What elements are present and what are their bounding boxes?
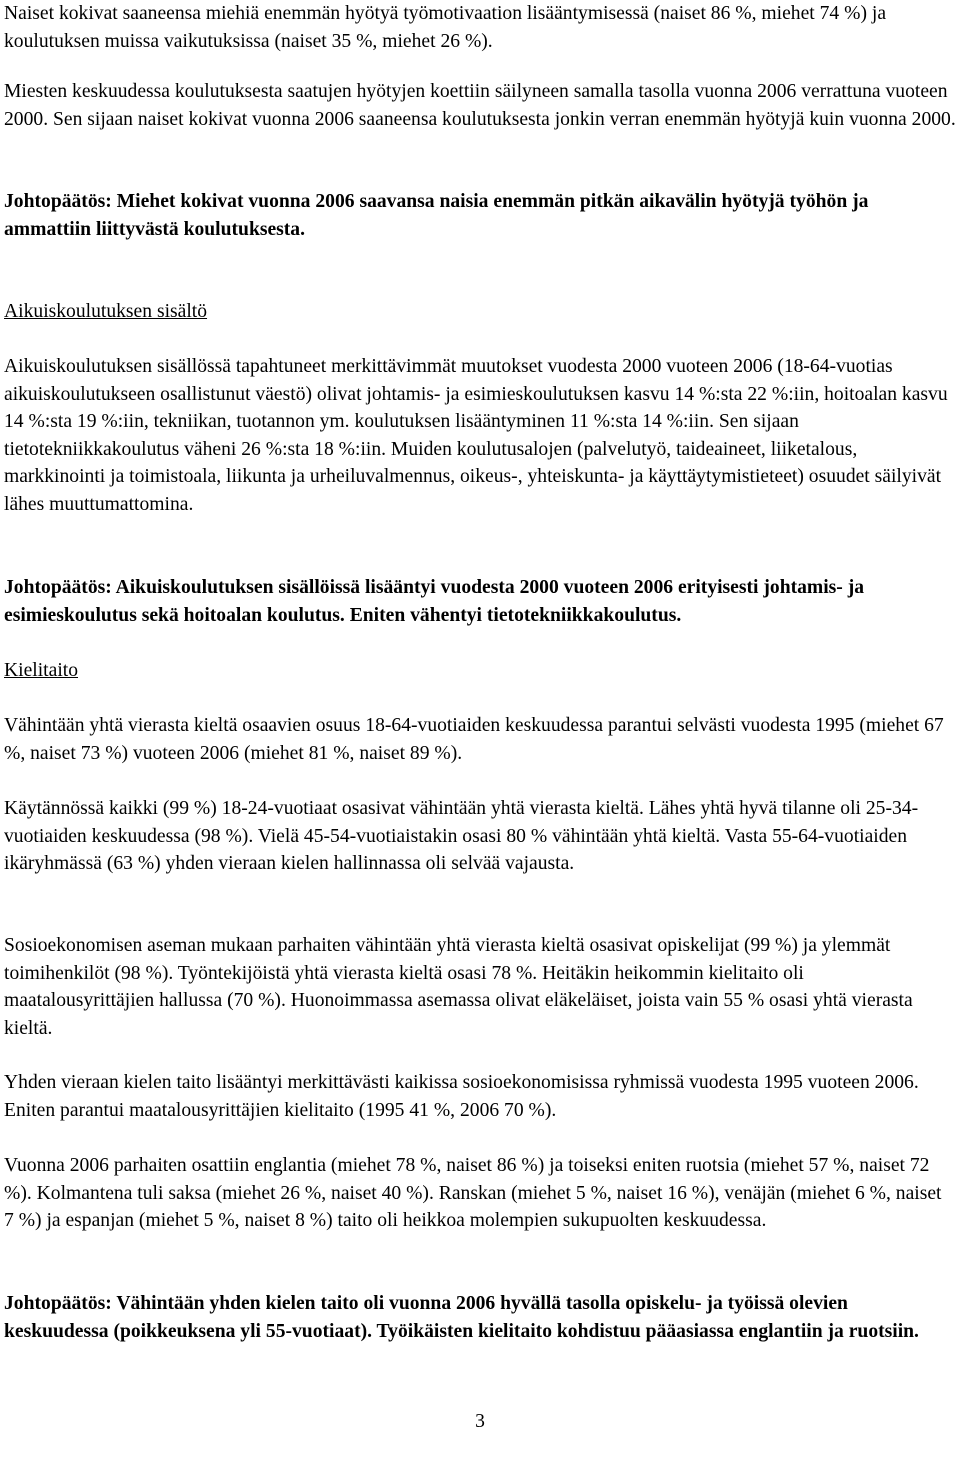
paragraph-language-share: Vähintään yhtä vierasta kieltä osaavien osuus 18-64-vuotiaiden keskuudessa parantui selvästi vuodesta 1995 (miehet 67 %, naiset 73 %) vuoteen 2006 (miehet 81 %, naiset 89 %). [4, 715, 944, 764]
page-number: 3 [475, 1411, 485, 1432]
conclusion-training-content: Johtopäätös: Aikuiskoulutuksen sisällöissä lisääntyi vuodesta 2000 vuoteen 2006 erityisesti johtamis- ja esimieskoulutus sekä hoitoalan koulutus. Eniten vähentyi tietotekniikkakoulutus. [4, 577, 865, 626]
paragraph-language-socioeconomic: Sosioekonomisen aseman mukaan parhaiten vähintään yhtä vierasta kieltä osasivat opiskelijat (99 %) ja ylemmät toimihenkilöt (98 %). Työntekijöistä yhtä vierasta kieltä osasi 78 %. Heitäkin heikommin kielitaito oli maatalousyrittäjien hallussa (70 %). Huonoimmassa asemassa olivat eläkeläiset, joista vain 55 % osasi yhtä vierasta kieltä. [4, 935, 913, 1039]
paragraph-benefits-years: Miesten keskuudessa koulutuksesta saatujen hyötyjen koettiin säilyneen samalla tasolla vuonna 2006 verrattuna vuoteen 2000. Sen sijaan naiset kokivat vuonna 2006 saaneensa koulutuksesta jonkin verran enemmän hyötyjä kuin vuonna 2000. [4, 81, 956, 130]
paragraph-training-content: Aikuiskoulutuksen sisällössä tapahtuneet merkittävimmät muutokset vuodesta 2000 vuoteen 2006 (18-64-vuotias aikuiskoulutukseen osallistunut väestö) olivat johtamis- ja esimieskoulutuksen kasvu 14 %:sta 22 %:iin, hoitoalan kasvu 14 %:sta 19 %:iin, tekniikan, tuotannon ym. koulutuksen lisääntyminen 11 %:sta 14 %:iin. Sen sijaan tietotekniikkakoulutus väheni 26 %:sta 18 %:iin. Muiden koulutusalojen (palvelutyö, taideaineet, liiketalous, markkinointi ja toimistoala, liikunta ja urheiluvalmennus, oikeus-, yhteiskunta- ja käyttäytymistieteet) osuudet säilyivät lähes muuttumattomina. [4, 356, 948, 515]
conclusion-benefits: Johtopäätös: Miehet kokivat vuonna 2006 saavansa naisia enemmän pitkän aikavälin hyötyjä työhön ja ammattiin liittyvästä koulutuksesta. [4, 191, 869, 240]
paragraph-language-age: Käytännössä kaikki (99 %) 18-24-vuotiaat osasivat vähintään yhtä vierasta kieltä. Lähes yhtä hyvä tilanne oli 25-34-vuotiaiden keskuudessa (98 %). Vielä 45-54-vuotiaistakin osasi 80 % vähintään yhtä kieltä. Vasta 55-64-vuotiaiden ikäryhmässä (63 %) yhden vieraan kielen hallinnassa oli selvää vajausta. [4, 798, 919, 874]
paragraph-language-growth: Yhden vieraan kielen taito lisääntyi merkittävästi kaikissa sosioekonomisissa ryhmissä vuodesta 1995 vuoteen 2006. Eniten parantui maatalousyrittäjien kielitaito (1995 41 %, 2006 70 %). [4, 1072, 919, 1121]
section-heading-language: Kielitaito [4, 660, 79, 681]
section-heading-content: Aikuiskoulutuksen sisältö [4, 301, 208, 322]
conclusion-language: Johtopäätös: Vähintään yhden kielen taito oli vuonna 2006 hyvällä tasolla opiskelu- ja työissä olevien keskuudessa (poikkeuksena yli 55-vuotiaat). Työikäisten kielitaito kohdistuu pääasiassa englantiin ja ruotsiin. [4, 1293, 919, 1342]
paragraph-languages-known: Vuonna 2006 parhaiten osattiin englantia (miehet 78 %, naiset 86 %) ja toiseksi eniten ruotsia (miehet 57 %, naiset 72 %). Kolmantena tuli saksa (miehet 26 %, naiset 40 %). Ranskan (miehet 5 %, naiset 16 %), venäjän (miehet 6 %, naiset 7 %) ja espanjan (miehet 5 %, naiset 8 %) taito oli heikkoa molempien sukupuolten keskuudessa. [4, 1155, 942, 1231]
paragraph-benefits-gender: Naiset kokivat saaneensa miehiä enemmän hyötyä työmotivaation lisääntymisessä (naiset 86 %, miehet 74 %) ja koulutuksen muissa vaikutuksissa (naiset 35 %, miehet 26 %). [4, 3, 887, 52]
